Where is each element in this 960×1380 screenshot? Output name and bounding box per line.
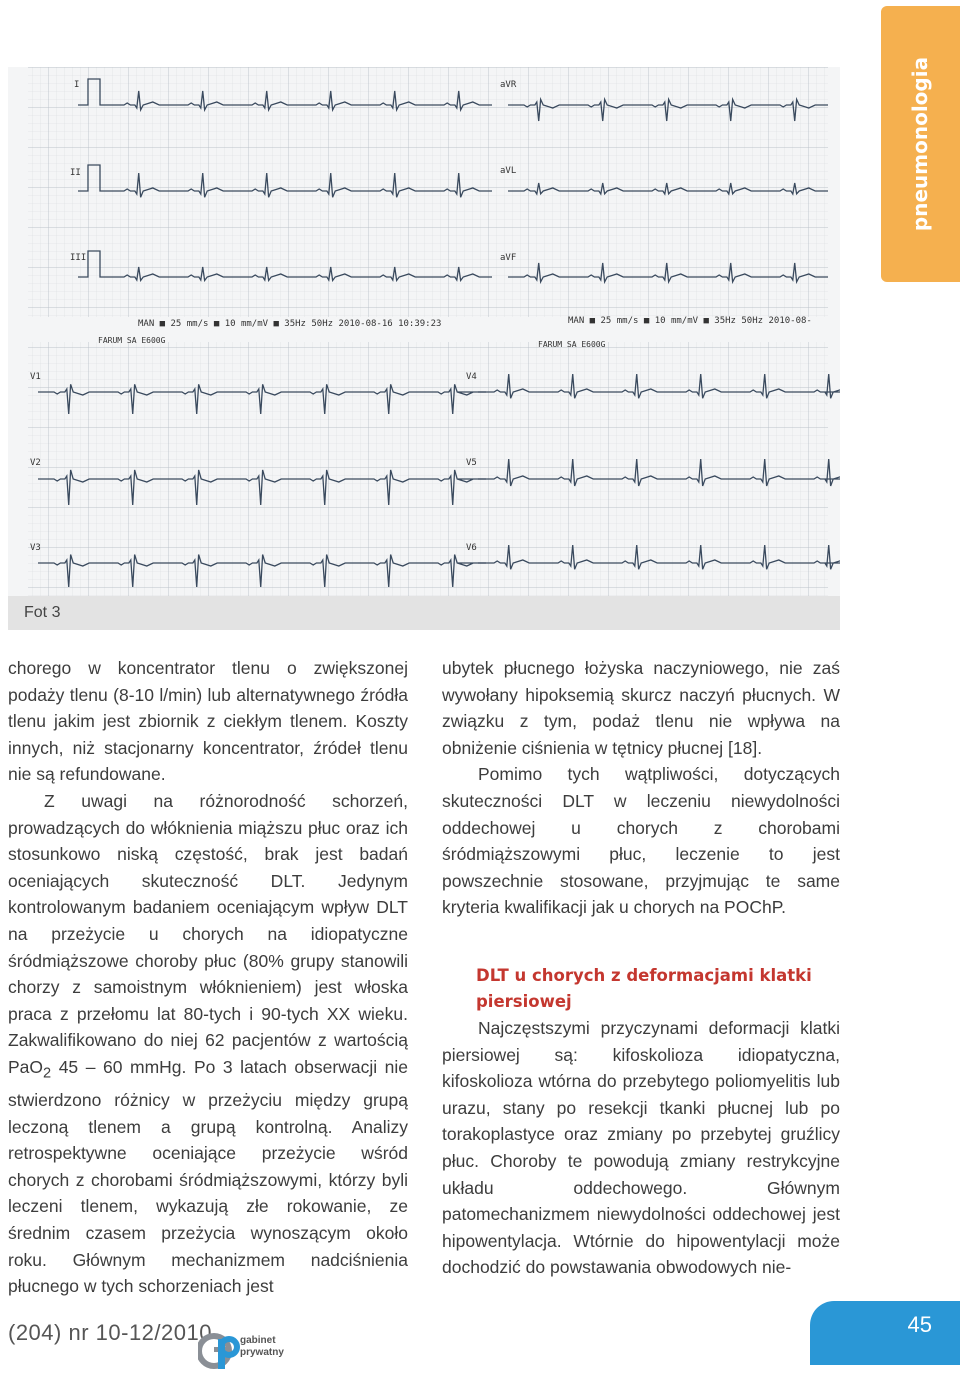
lead-label-V4: V4 [466, 372, 477, 382]
lead-label-V6: V6 [466, 543, 477, 553]
ecg-device-right: FARUM SA E600G [538, 340, 606, 349]
lead-label-V1: V1 [30, 372, 41, 382]
ecg-header-left: MAN ■ 25 mm/s ■ 10 mm/mV ■ 35Hz 50Hz 2010-08-16 10:39:23 [138, 319, 442, 329]
lead-label-aVF: aVF [500, 253, 517, 263]
lead-label-V2: V2 [30, 458, 41, 468]
issue-info: (204) nr 10-12/2010 [8, 1320, 212, 1345]
right-paragraph-3: Najczęstszymi przyczynami deformacji klatki piersiowej są: kifoskolioza idiopatyczna, kifoskolioza wtórna do przebytego poliomyelitis lub urazu, stany po resekcji tkanki płucnej lub po torakoplastyce oraz zmiany po przebytej gruźlicy płuc. Choroby te powodują zmiany restrykcyjne układu oddechowego. Głównym patomechanizmem niewydolności oddechowej jest hipowentylacja. Wtórnie do hipowentylacji może dochodzić do powstawania obwodowych nie- [442, 1017, 840, 1278]
lead-label-V3: V3 [30, 543, 41, 553]
left-paragraph-2: Z uwagi na różnorodność schorzeń, prowadzących do włóknienia miąższu płuc oraz ich stosunkowo niską częstość, brak jest badań oceniających skuteczność DLT. Jedynym kontrolowanym badaniem oceniającym wpływ DLT na przeżycie u chorych na idiopatyczne śródmiąższowe choroby płuc (80% grupy stanowili chorzy z samoistnym włóknieniem) jest włoska praca z przełomu lat 80-tych i 90-tych XX wieku. Zakwalifikowano do niej 62 pacjentów z wartością PaO$_2$ 45 – 60 mmHg. Po 3 latach obserwacji nie stwierdzono różnicy w przeżyciu między grupą leczoną tlenem a grupą kontrolną. Analizy retrospektywne oceniające przeżycie wśród chorych z chorobami śródmiąższowymi, którzy byli leczeni tlenem, wykazują złe rokowanie, ze średnim czasem przeżycia wynoszącym około roku. Głównym mechanizmem nadciśnienia płucnego w tych schorzeniach jest [8, 790, 408, 1297]
ecg-image [8, 67, 840, 630]
section-tab-label: pneumonologia [908, 56, 933, 232]
ecg-figure [8, 67, 840, 630]
figure-caption-bar [8, 596, 840, 630]
right-text-column [442, 655, 840, 1281]
ecg-header-right: MAN ■ 25 mm/s ■ 10 mm/mV ■ 35Hz 50Hz 2010-08- [568, 316, 812, 326]
ecg-device-left: FARUM SA E600G [98, 336, 166, 345]
right-paragraph-2: Pomimo tych wątpliwości, dotyczących skuteczności DLT w leczeniu niewydolności oddechowej u chorych z chorobami śródmiąższowymi płuc, leczenie to jest powszechnie stosowane, przyjmując te same kryteria kwalifikacji jak u chorych na POChP. [442, 764, 840, 918]
lead-label-II: II [70, 168, 81, 178]
right-paragraph-1: ubytek płucnego łożyska naczyniowego, nie zaś wywołany hipoksemią skurcz naczyń płucnych. W związku z tym, podaż tlenu nie wpływa na obniżenie ciśnienia w tętnicy płucnej [18]. [442, 658, 840, 758]
left-text-column [8, 655, 408, 1300]
lead-label-V5: V5 [466, 458, 477, 468]
lead-label-III: III [70, 253, 87, 263]
left-paragraph-1: chorego w koncentrator tlenu o zwiększonej podaży tlenu (8-10 l/min) lub alternatywnego źródła tlenu jakim jest zbiornik z ciekłym tlenem. Koszty innych, niż stacjonarny koncentrator, źródeł tlenu nie są refundowane. [8, 658, 408, 785]
lead-label-I: I [74, 80, 80, 90]
figure-caption: Fot 3 [24, 604, 61, 621]
section-heading: DLT u chorych z deformacjami klatki piersiowej [476, 965, 812, 1011]
page-number: 45 [907, 1312, 932, 1337]
lead-label-aVL: aVL [500, 166, 517, 176]
svg-text:gabinet: gabinet [240, 1335, 276, 1346]
lead-label-aVR: aVR [500, 80, 517, 90]
gabinet-prywatny-logo [198, 1329, 298, 1373]
svg-text:prywatny: prywatny [240, 1347, 284, 1358]
